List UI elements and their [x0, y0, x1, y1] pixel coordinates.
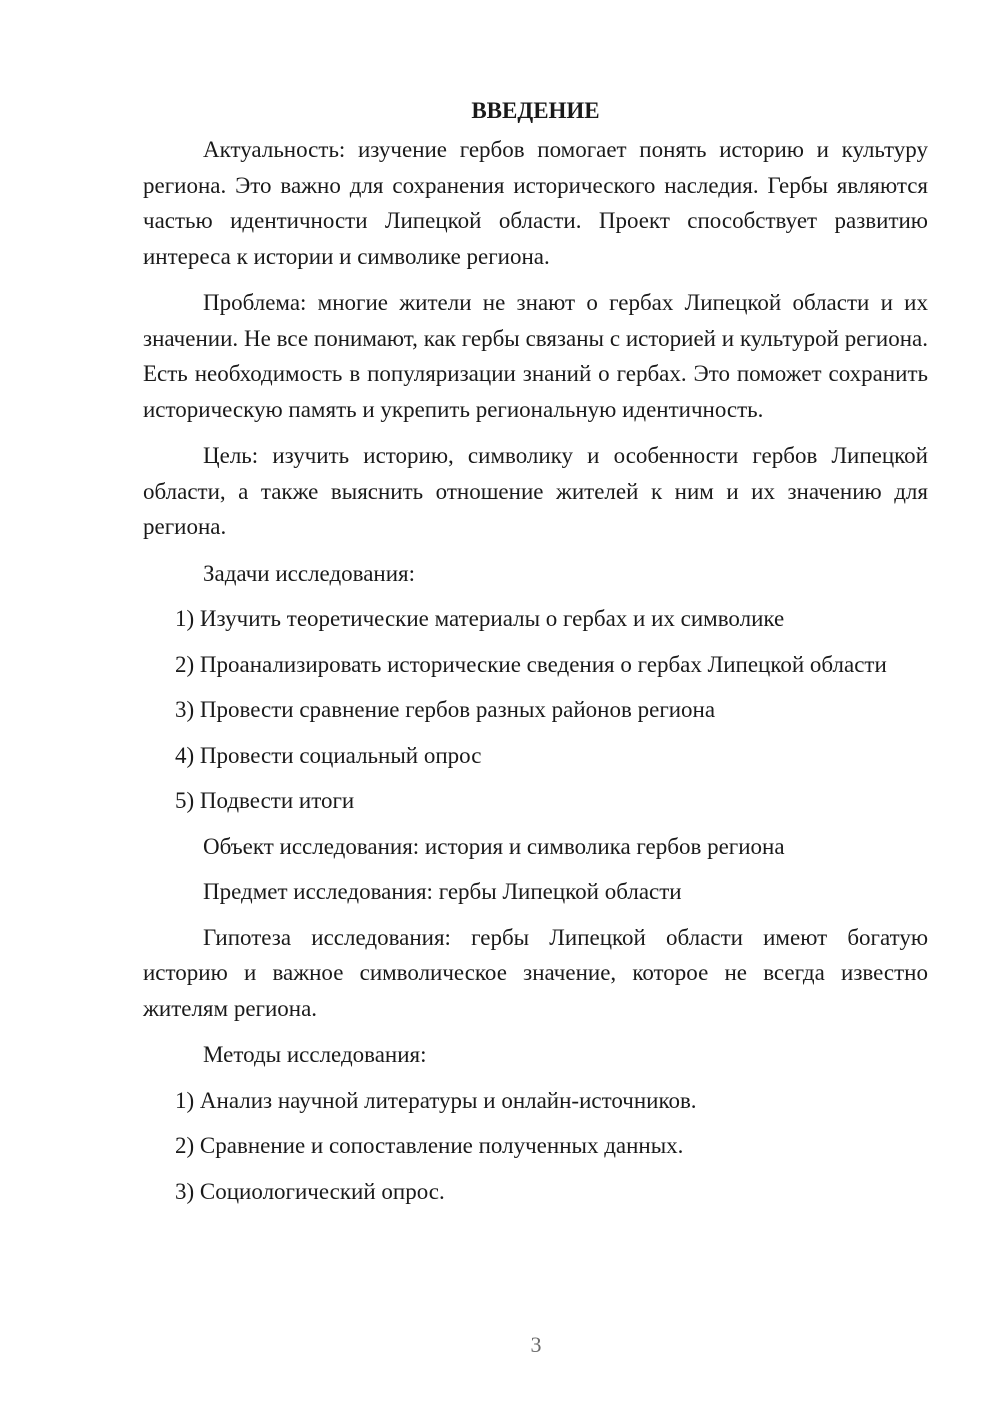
document-page [143, 90, 928, 1219]
task-item-3: 3) Провести сравнение гербов разных районов региона [175, 697, 716, 722]
task-item-1: 1) Изучить теоретические материалы о гербах и их символике [175, 606, 785, 631]
task-item-5: 5) Подвести итоги [175, 788, 355, 813]
paragraph-object: Объект исследования: история и символика гербов региона [203, 833, 785, 859]
tasks-heading: Задачи исследования: [203, 560, 416, 586]
page-number: 3 [530, 1332, 542, 1357]
page-title: ВВЕДЕНИЕ [471, 98, 600, 123]
paragraph-relevance: Актуальность: изучение гербов помогает понять историю и культуру региона. Это важно для сохранения исторического наследия. Гербы являются частью идентичности Липецкой области. Проект способствует развитию интереса к истории и символике региона. [143, 137, 928, 269]
method-item-2: 2) Сравнение и сопоставление полученных данных. [175, 1133, 684, 1158]
paragraph-problem: Проблема: многие жители не знают о гербах Липецкой области и их значении. Не все понимают, как гербы связаны с историей и культурой региона. Есть необходимость в популяризации знаний о гербах. Это поможет сохранить историческую память и укрепить региональную идентичность. [143, 290, 928, 422]
paragraph-subject: Предмет исследования: гербы Липецкой области [203, 879, 682, 904]
paragraph-hypothesis: Гипотеза исследования: гербы Липецкой области имеют богатую историю и важное символическое значение, которое не всегда известно жителям региона. [143, 924, 928, 1021]
task-item-2: 2) Проанализировать исторические сведения о гербах Липецкой области [175, 651, 887, 677]
task-item-4: 4) Провести социальный опрос [175, 742, 482, 768]
method-item-3: 3) Социологический опрос. [175, 1178, 445, 1204]
method-item-1: 1) Анализ научной литературы и онлайн-источников. [175, 1087, 697, 1113]
paragraph-goal: Цель: изучить историю, символику и особенности гербов Липецкой области, а также выяснить отношение жителей к ним и их значению для региона. [143, 443, 928, 539]
methods-heading: Методы исследования: [203, 1042, 427, 1067]
